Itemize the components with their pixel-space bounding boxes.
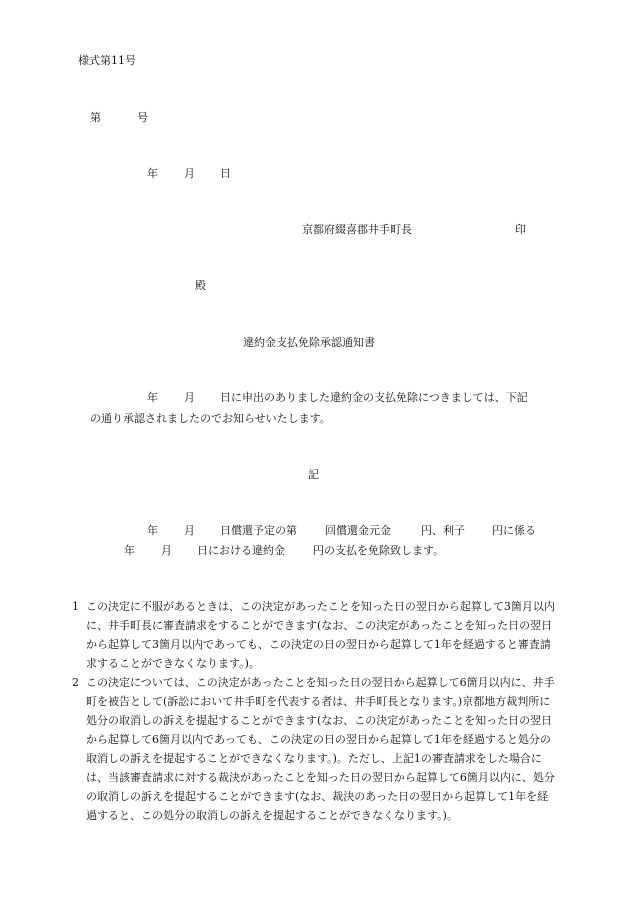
issue-date-month: 月 xyxy=(184,167,195,180)
detail-line1-part-c: 円、利子 xyxy=(421,524,465,537)
appeal-notes xyxy=(72,597,556,825)
note-item xyxy=(72,673,556,825)
issuer-name: 京都府綴喜郡井手町長 xyxy=(302,223,412,236)
detail-line2-part-b: 円の支払を免除致します。 xyxy=(313,544,445,557)
detail-line1-year: 年 xyxy=(147,524,158,537)
seal-mark: 印 xyxy=(515,223,526,236)
document-title: 違約金支払免除承認通知書 xyxy=(243,336,375,349)
detail-line2-month: 月 xyxy=(161,544,172,557)
body-line2-text: の通り承認されましたのでお知らせいたします。 xyxy=(90,412,331,425)
detail-line2-year: 年 xyxy=(124,544,135,557)
detail-line1-part-d: 円に係る xyxy=(492,524,536,537)
body-month: 月 xyxy=(184,391,195,404)
detail-line2-part-a: 日における違約金 xyxy=(197,544,285,557)
document-number-suffix: 号 xyxy=(137,111,148,124)
detail-line1-month: 月 xyxy=(184,524,195,537)
note-number: 1 xyxy=(72,600,79,613)
issue-date-year: 年 xyxy=(147,167,158,180)
ki-heading: 記 xyxy=(308,468,319,481)
detail-line1-part-a: 日償還予定の第 xyxy=(220,524,297,537)
note-text: この決定については、この決定があったことを知った日の翌日から起算して6箇月以内に、井手町を被告として(訴訟において井手町を代表する者は、井手町長となります。)京都地方裁判所に処分の取消しの訴えを提起することができます(なお、この決定があったことを知った日の翌日から起算して6箇月以内であっても、この決定の日の翌日から起算して1年を経過すると処分の取消しの訴えを提起することができなくなります。)。ただし、上記1の審査請求をした場合には、当該審査請求に対する裁決があったことを知った日の翌日から起算して6箇月以内に、処分の取消しの訴えを提起することができます(なお、裁決のあった日の翌日から起算して1年を経過すると、この処分の取消しの訴えを提起することができなくなります。)。 xyxy=(86,676,555,822)
note-number: 2 xyxy=(72,676,79,689)
body-year: 年 xyxy=(147,391,158,404)
form-number: 様式第11号 xyxy=(78,54,136,67)
issue-date-day: 日 xyxy=(220,167,231,180)
recipient-honorific: 殿 xyxy=(195,279,206,292)
document-number-prefix: 第 xyxy=(90,111,101,124)
note-text: この決定に不服があるときは、この決定があったことを知った日の翌日から起算して3箇月以内に、井手町長に審査請求をすることができます(なお、この決定があったことを知った日の翌日から起算して3箇月以内であっても、この決定の日の翌日から起算して1年を経過すると審査請求することができなくなります。)。 xyxy=(86,600,555,670)
note-item xyxy=(72,597,556,673)
body-line1-text: 日に申出のありました違約金の支払免除につきましては、下記 xyxy=(220,391,528,404)
detail-line1-part-b: 回償還金元金 xyxy=(325,524,391,537)
